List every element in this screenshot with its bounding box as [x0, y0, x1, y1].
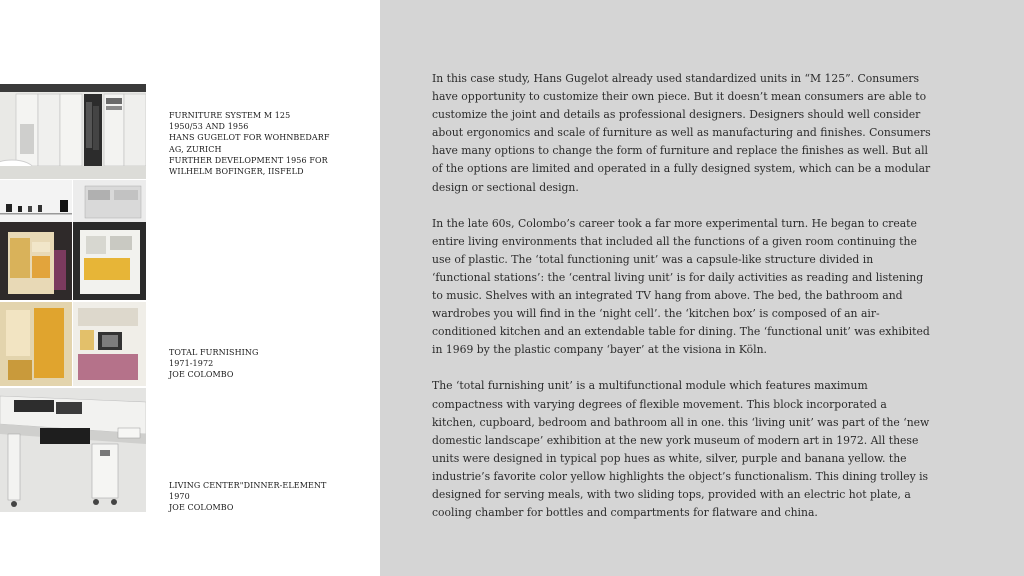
body-text — [432, 70, 932, 540]
living-center-dinner-element-photo — [0, 388, 146, 512]
total-furnishing-photo-grid — [0, 180, 146, 386]
caption-line: LIVING CENTER"DINNER-ELEMENT — [169, 481, 327, 490]
caption-living-center — [169, 480, 374, 514]
caption-line: JOE COLOMBO — [169, 503, 234, 513]
caption-furniture-system-m125 — [169, 110, 374, 177]
caption-line: 1970 — [169, 492, 190, 502]
paragraph-m125: In this case study, Hans Gugelot already used standardized units in “M 125”. Consumers have opportunity to customize their own piece. But it doesn’t mean consumers are able to customize the joint and details as professional designers. Designers should well consider about ergonomics and scale of furniture as well as manufacturing and finishes. Consumers have many options to change the form of furniture and replace the finishes as well. But all of the options are limited and operated in a fully designed system, which can be a modular design or sectional design. — [432, 72, 931, 194]
caption-line: 1971-1972 — [169, 359, 214, 369]
paragraph-total-furnishing-unit: The ‘total furnishing unit’ is a multifunctional module which features maximum compactness with varying degrees of flexible movement. This block incorporated a kitchen, cupboard, bedroom and bathroom all in one. this ‘living unit’ was part of the ‘new domestic landscape’ exhibition at the new york museum of modern art in 1972. All these units were designed in typical pop hues as white, silver, purple and banana yellow. the industrie’s favorite color yellow highlights the object’s functionalism. This dining trolley is designed for serving meals, with two sliding tops, provided with an electric hot plate, a cooling chamber for bottles and compartments for flatware and china. — [432, 379, 930, 520]
paragraph-colombo-experimental: In the late 60s, Colombo’s career took a far more experimental turn. He began to create entire living environments that included all the functions of a given room continuing the use of plastic. The ‘total functioning unit’ was a capsule-like structure divided in ‘functional stations’: the ‘central living unit’ is for daily activities as reading and listening to music. Shelves with an integrated TV hang from above. The bed, the bathroom and wardrobes you will find in the ‘night cell’. the ‘kitchen box’ is composed of an air-conditioned kitchen and an extendable table for dining. The ‘functional unit’ was exhibited in 1969 by the plastic company ‘bayer’ at the visiona in Köln. — [432, 216, 930, 357]
furniture-system-m125-photo — [0, 84, 146, 179]
caption-total-furnishing — [169, 347, 374, 381]
caption-line: WILHELM BOFINGER, IISFELD — [169, 167, 304, 177]
caption-line: JOE COLOMBO — [169, 370, 234, 380]
caption-line: FURNITURE SYSTEM M 125 — [169, 111, 291, 120]
caption-line: TOTAL FURNISHING — [169, 348, 259, 357]
caption-line: FURTHER DEVELOPMENT 1956 FOR — [169, 155, 328, 165]
left-panel — [0, 0, 380, 576]
caption-line: 1950/53 AND 1956 — [169, 122, 249, 132]
caption-line: AG, ZURICH — [169, 144, 222, 154]
caption-line: HANS GUGELOT FOR WOHNBEDARF — [169, 133, 330, 143]
